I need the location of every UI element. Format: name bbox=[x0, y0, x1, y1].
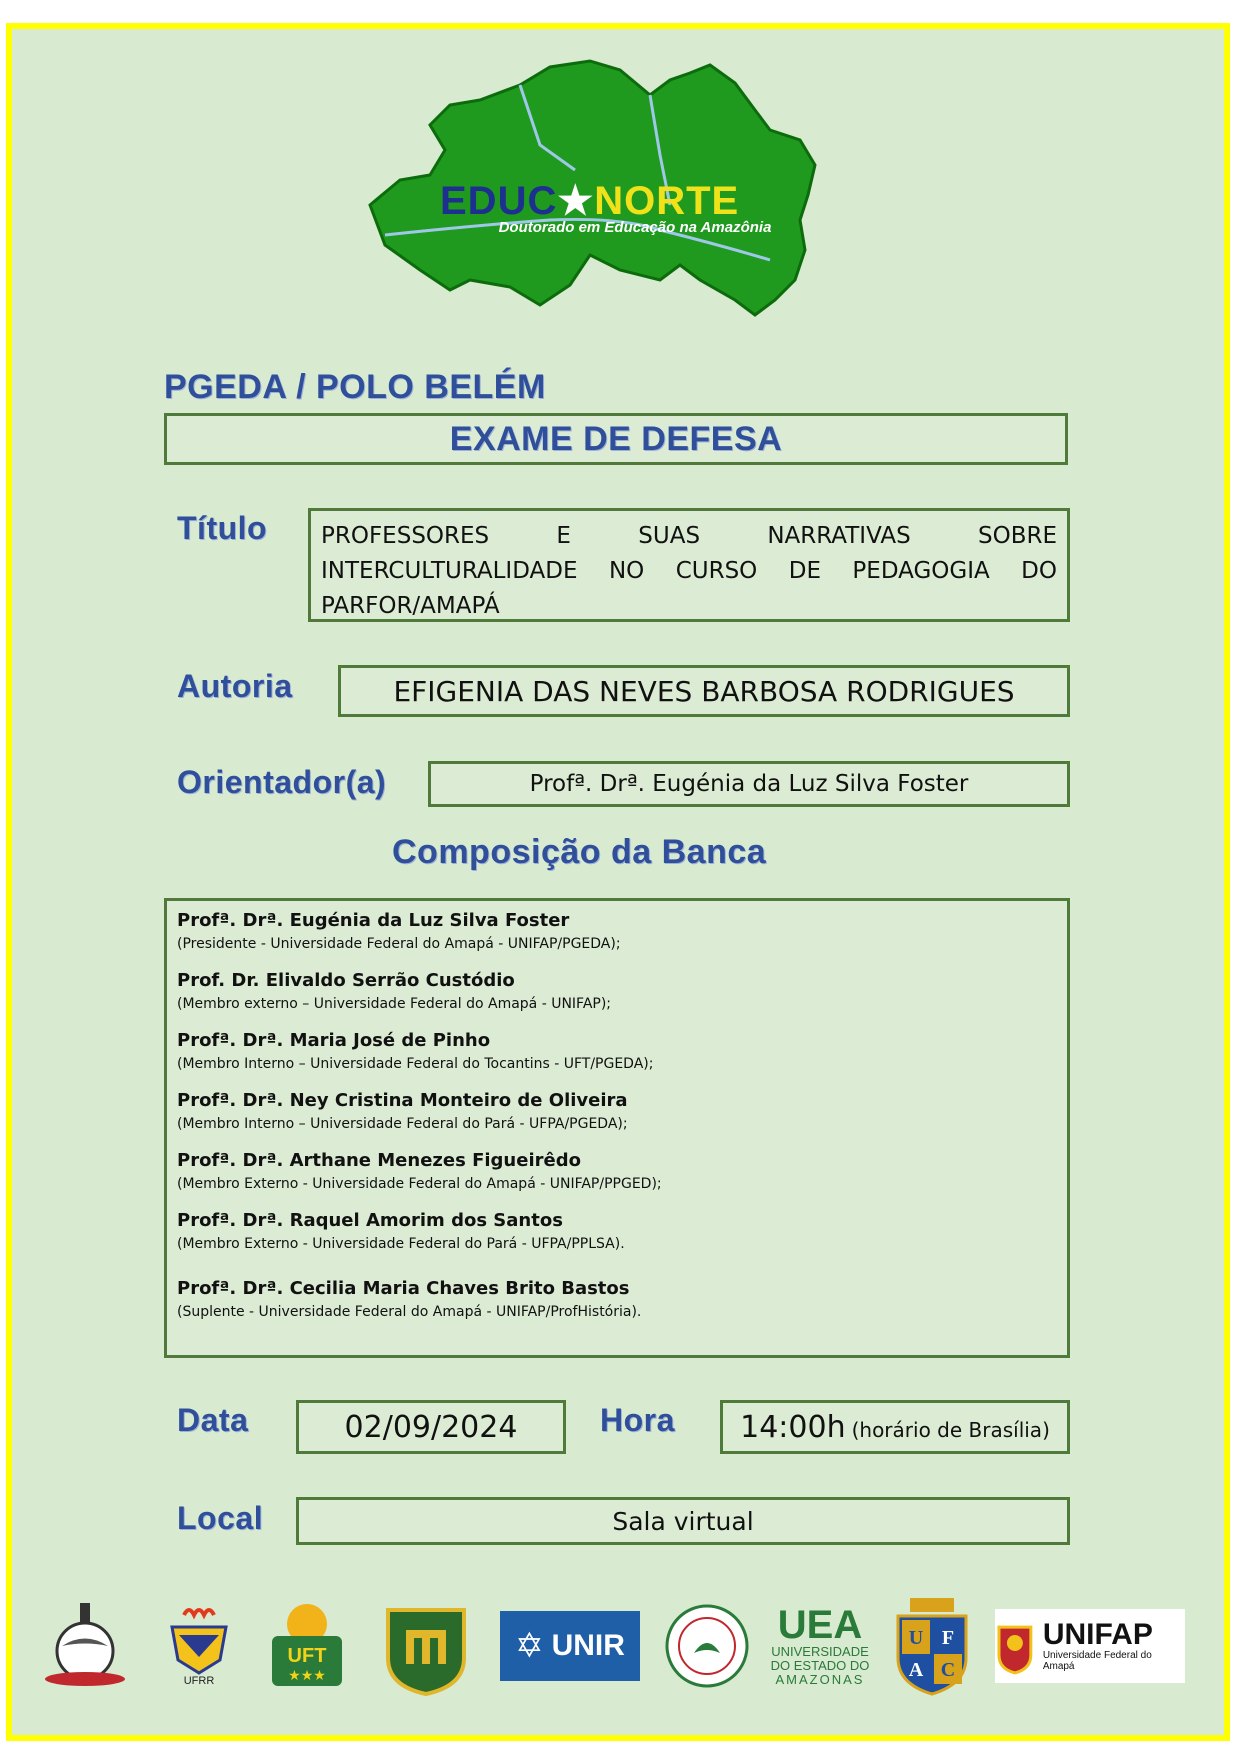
member-name: Profª. Drª. Eugénia da Luz Silva Foster bbox=[177, 910, 570, 931]
ufrr-logo bbox=[160, 1600, 238, 1692]
member-role: (Membro externo – Universidade Federal do Amapá - UNIFAP); bbox=[177, 996, 612, 1012]
member-role: (Membro Interno – Universidade Federal do Pará - UFPA/PGEDA); bbox=[177, 1116, 628, 1132]
unir-text: UNIR bbox=[551, 1629, 625, 1662]
exam-box bbox=[164, 413, 1068, 465]
member-name: Prof. Dr. Elivaldo Serrão Custódio bbox=[177, 970, 515, 991]
unifap-text: UNIFAP bbox=[1042, 1618, 1153, 1651]
advisor-name: Profª. Drª. Eugénia da Luz Silva Foster bbox=[529, 771, 969, 797]
ufpa-seal-icon bbox=[40, 1601, 130, 1691]
unifap-subtitle: Universidade Federal do Amapá bbox=[1042, 1650, 1152, 1672]
member-name: Profª. Drª. Cecilia Maria Chaves Brito Bastos bbox=[177, 1278, 630, 1299]
local-label: Local bbox=[177, 1500, 264, 1536]
uea-line-2: DO ESTADO DO bbox=[770, 1658, 870, 1673]
banca-member bbox=[177, 1029, 1057, 1075]
time-note: (horário de Brasília) bbox=[851, 1418, 1050, 1442]
logo-subtitle: Doutorado em Educação na Amazônia bbox=[498, 219, 772, 236]
member-role: (Membro Externo - Universidade Federal do Amapá - UNIFAP/PPGED); bbox=[177, 1176, 662, 1192]
member-name: Profª. Drª. Ney Cristina Monteiro de Oliveira bbox=[177, 1090, 628, 1111]
member-role: (Suplente - Universidade Federal do Amapá - UNIFAP/ProfHistória). bbox=[177, 1304, 642, 1320]
ufrr-label: UFRR bbox=[183, 1675, 215, 1687]
thesis-title: PROFESSORES E SUAS NARRATIVAS SOBRE INTERCULTURALIDADE NO CURSO DE PEDAGOGIA DO PARFOR/AMAPÁ bbox=[321, 523, 1057, 619]
logo-brand bbox=[440, 178, 860, 224]
title-label: Título bbox=[177, 510, 268, 546]
date-label: Data bbox=[177, 1402, 249, 1438]
ufac-letter-u: U bbox=[908, 1627, 924, 1649]
uft-emblem-icon bbox=[264, 1600, 350, 1692]
program-heading: PGEDA / POLO BELÉM bbox=[164, 368, 546, 406]
title-box bbox=[308, 508, 1070, 622]
unifap-text-block bbox=[1043, 1620, 1185, 1672]
banca-box bbox=[164, 898, 1070, 1358]
author-name: EFIGENIA DAS NEVES BARBOSA RODRIGUES bbox=[393, 674, 1015, 708]
advisor-box bbox=[428, 761, 1070, 807]
unifap-crest-icon bbox=[995, 1617, 1035, 1675]
uft-text: UFT bbox=[287, 1645, 327, 1667]
member-name: Profª. Drª. Arthane Menezes Figueirêdo bbox=[177, 1150, 581, 1171]
uft-logo bbox=[264, 1600, 350, 1692]
ufac-logo bbox=[892, 1600, 972, 1692]
author-label: Autoria bbox=[177, 668, 293, 704]
local-box bbox=[296, 1497, 1070, 1545]
time-box bbox=[720, 1400, 1070, 1454]
ufac-letter-f: F bbox=[941, 1627, 955, 1649]
uea-text: UEA bbox=[777, 1603, 863, 1647]
member-role: (Membro Externo - Universidade Federal do Pará - UFPA/PPLSA). bbox=[177, 1236, 625, 1252]
banca-member bbox=[177, 969, 1057, 1015]
time-label: Hora bbox=[600, 1402, 675, 1438]
time-value: 14:00h bbox=[740, 1409, 846, 1445]
ufac-letter-a: A bbox=[908, 1659, 924, 1681]
member-name: Profª. Drª. Maria José de Pinho bbox=[177, 1030, 491, 1051]
star-icon: ★ bbox=[557, 179, 595, 223]
advisor-label: Orientador(a) bbox=[177, 764, 387, 800]
local-value: Sala virtual bbox=[612, 1506, 754, 1536]
member-name: Profª. Drª. Raquel Amorim dos Santos bbox=[177, 1210, 563, 1231]
date-value: 02/09/2024 bbox=[344, 1409, 518, 1445]
ufopa-logo bbox=[378, 1600, 474, 1692]
member-role: (Presidente - Universidade Federal do Amapá - UNIFAP/PGEDA); bbox=[177, 936, 621, 952]
unifap-logo bbox=[994, 1600, 1186, 1692]
member-role: (Membro Interno – Universidade Federal do Tocantins - UFT/PGEDA); bbox=[177, 1056, 654, 1072]
uea-line-1: UNIVERSIDADE bbox=[771, 1644, 869, 1659]
banca-member bbox=[177, 1209, 1057, 1255]
ufam-logo bbox=[664, 1600, 750, 1692]
logo-brand-left: EDUC bbox=[440, 179, 558, 223]
banca-member bbox=[177, 1089, 1057, 1135]
uea-line-3: AMAZONAS bbox=[775, 1672, 865, 1687]
date-box bbox=[296, 1400, 566, 1454]
banca-member bbox=[177, 1149, 1057, 1195]
unifap-badge bbox=[995, 1609, 1185, 1683]
banca-member bbox=[177, 1277, 1057, 1323]
uea-logo bbox=[770, 1600, 870, 1692]
logo-brand-right: NORTE bbox=[594, 179, 740, 223]
author-box bbox=[338, 665, 1070, 717]
ufam-seal-icon bbox=[664, 1603, 750, 1689]
ufopa-shield-icon bbox=[378, 1596, 474, 1696]
ufrr-shield-icon bbox=[164, 1605, 234, 1675]
exam-heading: EXAME DE DEFESA bbox=[449, 419, 783, 458]
ufac-shield-icon bbox=[892, 1596, 972, 1696]
unir-badge bbox=[500, 1611, 640, 1681]
unir-logo bbox=[500, 1600, 640, 1692]
ufac-letter-c: C bbox=[940, 1659, 956, 1681]
banca-heading: Composição da Banca bbox=[392, 833, 767, 871]
unir-star-icon: ✡ bbox=[515, 1627, 544, 1665]
svg-text:★★★: ★★★ bbox=[288, 1667, 326, 1683]
banca-member bbox=[177, 909, 1057, 955]
ufpa-logo bbox=[40, 1600, 130, 1692]
